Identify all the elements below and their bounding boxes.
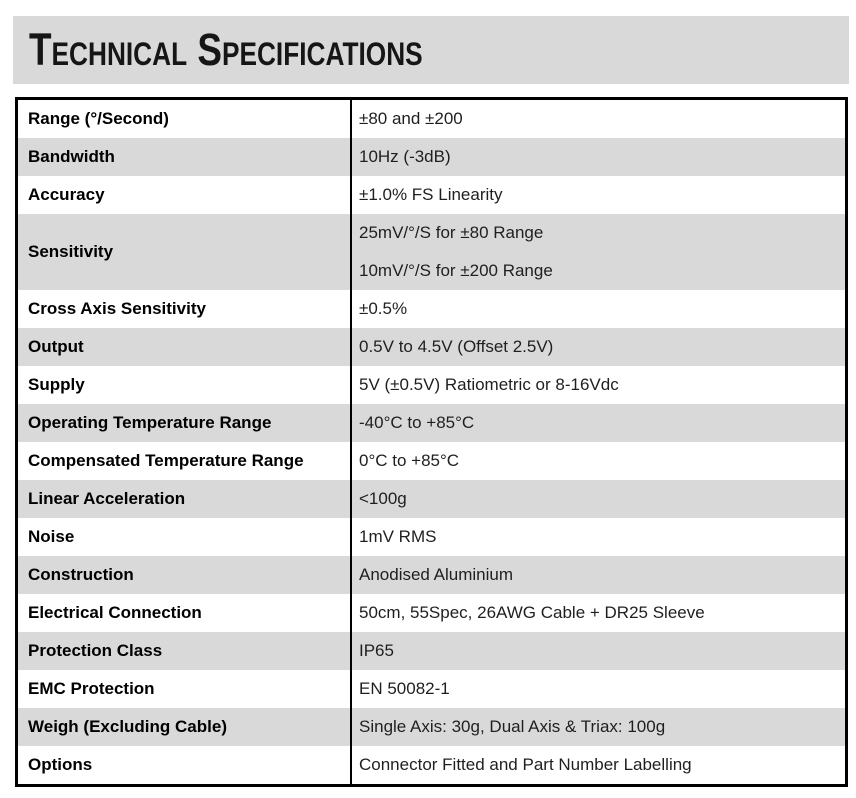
spec-label: Weigh (Excluding Cable) [28, 717, 227, 736]
spec-value [350, 214, 845, 290]
spec-value-line: IP65 [359, 641, 394, 660]
spec-value-line: -40°C to +85°C [359, 413, 475, 432]
spec-value [350, 480, 845, 518]
spec-label: Linear Acceleration [28, 489, 186, 508]
table-row [18, 404, 845, 442]
page-title: Technical Specifications [29, 24, 423, 75]
spec-value [350, 594, 845, 632]
spec-value-line: 0°C to +85°C [359, 451, 460, 470]
spec-label: Output [28, 337, 84, 356]
spec-value-line: 5V (±0.5V) Ratiometric or 8-16Vdc [359, 375, 619, 394]
spec-value-line: ±1.0% FS Linearity [359, 185, 503, 204]
spec-value-line: 10Hz (-3dB) [359, 147, 451, 166]
spec-value [350, 328, 845, 366]
spec-value-line: 1mV RMS [359, 527, 437, 546]
table-row [18, 594, 845, 632]
spec-label: Noise [28, 527, 75, 546]
spec-value [350, 632, 845, 670]
spec-label: Compensated Temperature Range [28, 451, 304, 470]
spec-label: Protection Class [28, 641, 163, 660]
spec-value [350, 138, 845, 176]
spec-value-line: 10mV/°/S for ±200 Range [359, 261, 553, 280]
spec-value-line: Anodised Aluminium [359, 565, 514, 584]
spec-value-line: ±0.5% [359, 299, 408, 318]
table-row [18, 556, 845, 594]
spec-value [350, 746, 845, 784]
table-row [18, 366, 845, 404]
spec-value-line: Connector Fitted and Part Number Labelling [359, 755, 692, 774]
table-row [18, 708, 845, 746]
spec-label: Construction [28, 565, 134, 584]
spec-value [350, 518, 845, 556]
spec-label: Electrical Connection [28, 603, 202, 622]
table-row [18, 480, 845, 518]
title-banner [13, 16, 849, 84]
spec-value-line: 25mV/°/S for ±80 Range [359, 223, 544, 242]
spec-label: Operating Temperature Range [28, 413, 272, 432]
spec-value [350, 442, 845, 480]
spec-label: Bandwidth [28, 147, 115, 166]
spec-value [350, 404, 845, 442]
spec-value [350, 670, 845, 708]
spec-label: EMC Protection [28, 679, 155, 698]
specifications-table [15, 97, 848, 787]
spec-label: Range (°/Second) [28, 109, 169, 128]
spec-value-line: 0.5V to 4.5V (Offset 2.5V) [359, 337, 554, 356]
spec-value [350, 290, 845, 328]
spec-label: Supply [28, 375, 85, 394]
spec-value [350, 708, 845, 746]
spec-label: Options [28, 755, 93, 774]
spec-value [350, 100, 845, 138]
table-row [18, 442, 845, 480]
spec-value-line: 50cm, 55Spec, 26AWG Cable + DR25 Sleeve [359, 603, 705, 622]
spec-label: Cross Axis Sensitivity [28, 299, 206, 318]
spec-value-line: Single Axis: 30g, Dual Axis & Triax: 100g [359, 717, 666, 736]
spec-label: Accuracy [28, 185, 105, 204]
table-row [18, 670, 845, 708]
table-row [18, 328, 845, 366]
table-row [18, 176, 845, 214]
table-row [18, 100, 845, 138]
spec-value [350, 556, 845, 594]
table-row [18, 138, 845, 176]
table-row [18, 518, 845, 556]
spec-value-line: ±80 and ±200 [359, 109, 463, 128]
spec-value [350, 176, 845, 214]
table-row [18, 632, 845, 670]
spec-value [350, 366, 845, 404]
table-row [18, 290, 845, 328]
table-row [18, 746, 845, 784]
spec-value-line: EN 50082-1 [359, 679, 450, 698]
table-row [18, 214, 845, 290]
spec-label: Sensitivity [28, 242, 114, 261]
spec-value-line: <100g [359, 489, 407, 508]
